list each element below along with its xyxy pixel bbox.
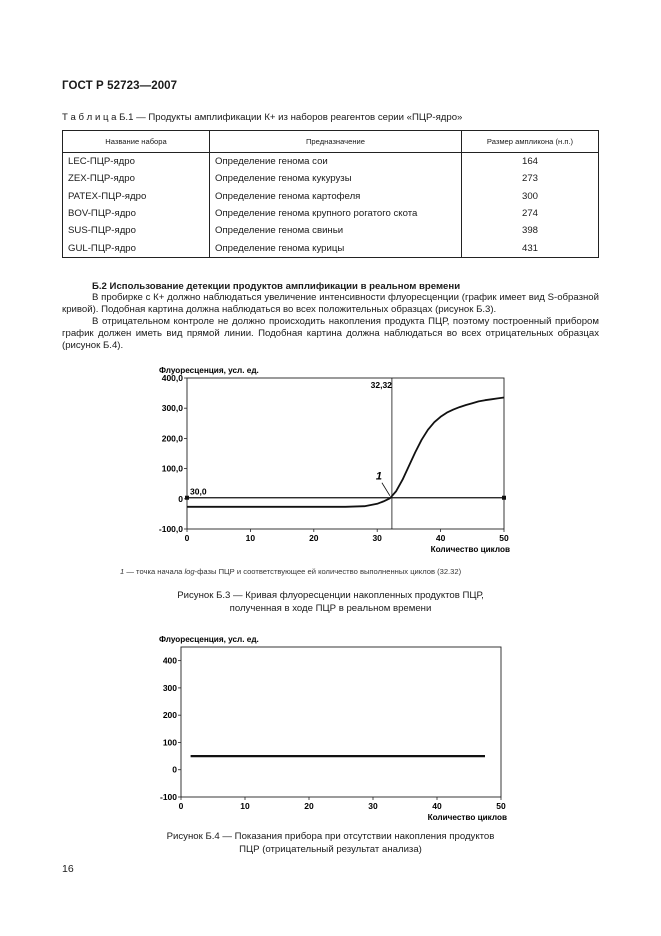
x-tick-label: 30 xyxy=(372,533,382,543)
col-amplicon-size: Размер ампликона (н.п.) xyxy=(462,131,599,153)
figure-b4-caption xyxy=(0,831,661,856)
threshold-label: 30,0 xyxy=(190,486,207,497)
point-label: 1 xyxy=(375,470,383,483)
ct-label: 32,32 xyxy=(370,380,392,390)
cell-kit: PATEX-ПЦР-ядро xyxy=(63,188,210,205)
x-tick-label: 10 xyxy=(245,533,256,543)
x-tick-label: 50 xyxy=(496,801,506,811)
y-tick-label: -100 xyxy=(159,792,177,802)
figure-b3-caption-line2: полученная в ходе ПЦР в реальном времени xyxy=(229,602,432,614)
threshold-marker-right xyxy=(502,496,506,500)
y-tick-label: 400 xyxy=(162,655,177,666)
plot-frame xyxy=(181,647,501,797)
col-kit-name: Название набора xyxy=(63,131,210,153)
figure-b4-caption-line1: Рисунок Б.4 — Показания прибора при отсутствии накопления продуктов xyxy=(166,831,495,842)
y-tick-label: 0 xyxy=(178,493,183,504)
cell-kit: BOV-ПЦР-ядро xyxy=(63,205,210,222)
point-leader xyxy=(382,483,390,496)
figure-b4-caption-line2: ПЦР (отрицательный результат анализа) xyxy=(239,843,422,855)
figure-b3-caption-line1: Рисунок Б.3 — Кривая флуоресценции накопленных продуктов ПЦР, xyxy=(177,590,484,601)
chart-b3-group xyxy=(159,366,510,554)
y-tick-label: 300,0 xyxy=(161,403,183,414)
figure-b3-note xyxy=(120,567,461,576)
cell-size: 273 xyxy=(462,170,599,187)
y-tick-label: 400,0 xyxy=(161,373,183,383)
cell-size: 431 xyxy=(462,239,599,257)
cell-purpose: Определение генома кукурузы xyxy=(210,170,462,187)
note-number: 1 xyxy=(120,567,125,576)
x-tick-label: 40 xyxy=(432,801,442,811)
x-tick-label: 20 xyxy=(304,801,314,811)
note-log: log xyxy=(184,567,195,576)
x-tick-label: 50 xyxy=(499,533,509,543)
cell-purpose: Определение генома курицы xyxy=(210,239,462,257)
x-tick-label: 0 xyxy=(178,801,184,811)
y-tick-label: 300 xyxy=(162,682,177,693)
cell-kit: SUS-ПЦР-ядро xyxy=(63,222,210,239)
cell-size: 274 xyxy=(462,205,599,222)
x-tick-label: 40 xyxy=(435,533,446,543)
x-tick-label: 10 xyxy=(240,801,250,811)
document-header: ГОСТ Р 52723—2007 xyxy=(62,80,178,92)
x-tick-label: 0 xyxy=(184,533,190,543)
section-title: Б.2 Использование детекции продуктов амплификации в реальном времени xyxy=(92,281,461,292)
y-tick-label: 200 xyxy=(162,710,177,721)
y-axis-label: Флуоресценция, усл. ед. xyxy=(159,366,259,375)
page-number: 16 xyxy=(62,863,74,875)
cell-kit: GUL-ПЦР-ядро xyxy=(63,239,210,257)
table-caption: Т а б л и ц а Б.1 — Продукты амплификации К+ из наборов реагентов серии «ПЦР-ядро» xyxy=(62,112,463,123)
cell-purpose: Определение генома сои xyxy=(210,153,462,171)
note-text-b: -фазы ПЦР и соответствующее ей количество выполненных циклов (32.32) xyxy=(194,567,462,576)
cell-size: 300 xyxy=(462,188,599,205)
cell-purpose: Определение генома картофеля xyxy=(210,188,462,205)
y-tick-label: 100,0 xyxy=(161,463,183,474)
threshold-marker-left xyxy=(185,496,189,500)
cell-size: 398 xyxy=(462,222,599,239)
x-tick-label: 20 xyxy=(309,533,319,543)
chart-b4-group xyxy=(159,635,507,822)
cell-purpose: Определение генома свиньи xyxy=(210,222,462,239)
note-text-a: — точка начала xyxy=(124,567,185,576)
cell-size: 164 xyxy=(462,153,599,171)
cell-purpose: Определение генома крупного рогатого скота xyxy=(210,205,462,222)
x-axis-label: Количество циклов xyxy=(430,545,510,554)
x-axis-label: Количество циклов xyxy=(427,813,507,822)
y-tick-label: 0 xyxy=(172,764,177,775)
y-tick-label: -100,0 xyxy=(158,524,183,534)
cell-kit: ZEX-ПЦР-ядро xyxy=(63,170,210,187)
paragraph-negative: В отрицательном контроле не должно происходить накопления продукта ПЦР, поэтому построенный прибором график должен иметь вид прямой линии. Подобная картина должна наблюдаться во всех отрицательных образцах (рисунок Б.4). xyxy=(62,316,599,351)
y-tick-label: 100 xyxy=(162,737,177,748)
col-purpose: Предназначение xyxy=(210,131,462,153)
figure-b3-caption xyxy=(0,590,661,615)
cell-kit: LEC-ПЦР-ядро xyxy=(63,153,210,171)
paragraph-positive: В пробирке с К+ должно наблюдаться увеличение интенсивности флуоресценции (график имеет вид S-образной кривой). Подобная картина должна наблюдаться во всех положительных образцах (рисунок Б.3). xyxy=(62,292,599,315)
x-tick-label: 30 xyxy=(368,801,378,811)
y-tick-label: 200,0 xyxy=(161,433,183,444)
fluorescence-curve xyxy=(187,398,504,507)
y-axis-label: Флуоресценция, усл. ед. xyxy=(159,635,259,644)
